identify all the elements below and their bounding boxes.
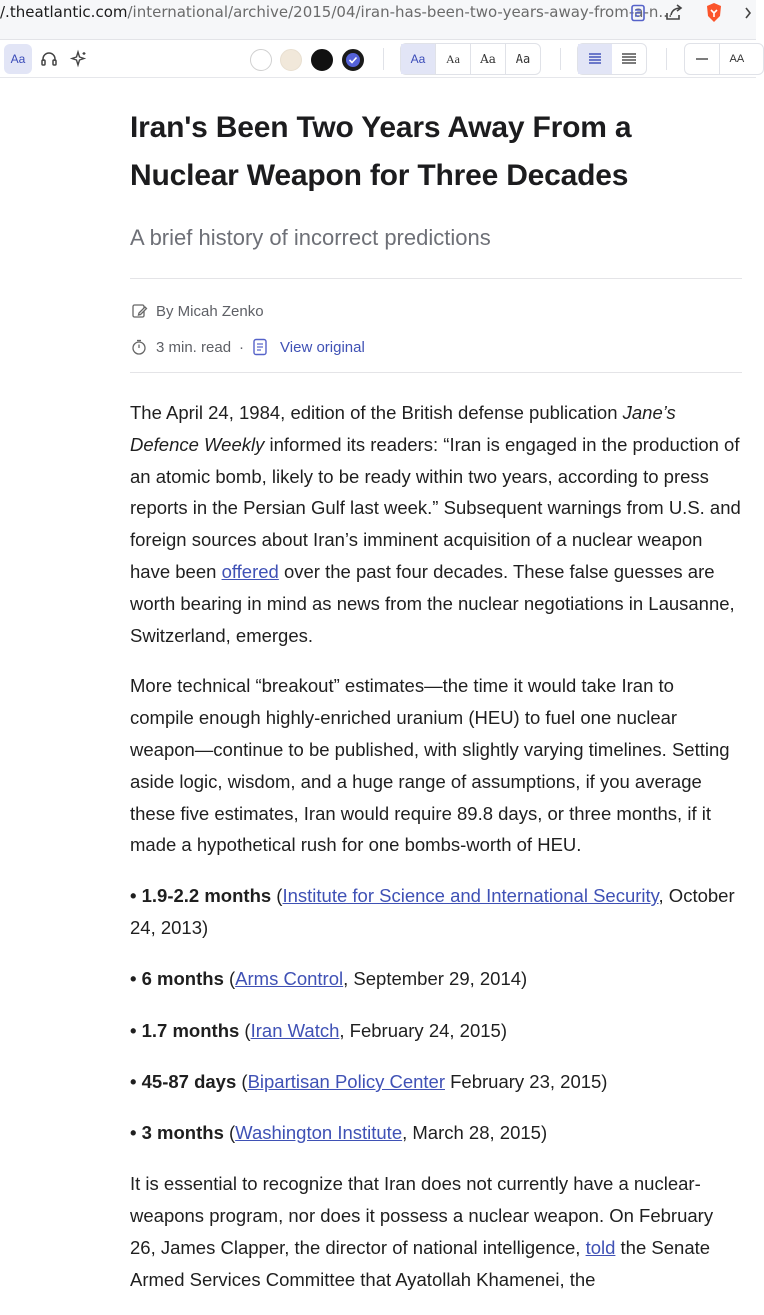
- list-item: [130, 1066, 742, 1098]
- article-body: [130, 397, 742, 1296]
- author-icon: [130, 302, 148, 320]
- document-icon: [252, 338, 268, 356]
- bullet-dot: •: [130, 968, 137, 990]
- byline: By Micah Zenko: [156, 302, 264, 320]
- meta-separator: ·: [239, 338, 245, 356]
- font-serif-alt-button[interactable]: Aa: [471, 44, 506, 74]
- url-path: /international/archive/2015/04/iran-has-been-two-years-away-from-a-n...: [127, 3, 673, 21]
- list-item: [130, 963, 742, 995]
- align-left-icon[interactable]: [578, 44, 612, 74]
- paren-open: (: [271, 885, 283, 907]
- source-link[interactable]: Bipartisan Policy Center: [247, 1070, 445, 1092]
- estimate-value: 6 months: [141, 968, 224, 990]
- source-link[interactable]: Iran Watch: [250, 1019, 340, 1041]
- estimate-value: 3 months: [141, 1122, 224, 1144]
- align-justify-icon[interactable]: [612, 44, 646, 74]
- byline-row: [130, 299, 742, 323]
- source-link[interactable]: Washington Institute: [235, 1122, 403, 1144]
- text-size-label[interactable]: AA: [729, 53, 745, 65]
- reader-toolbar: [0, 40, 756, 78]
- paren-open: (: [223, 1122, 236, 1144]
- theme-black-button[interactable]: [311, 49, 333, 71]
- paren-open: (: [239, 1019, 251, 1041]
- theme-sepia-button[interactable]: [280, 49, 302, 71]
- paragraph: [130, 397, 742, 651]
- sparkle-icon[interactable]: [68, 48, 90, 70]
- theme-custom-button[interactable]: [342, 49, 364, 71]
- estimate-date: February 23, 2015): [444, 1070, 608, 1092]
- offered-link[interactable]: offered: [221, 560, 279, 582]
- list-item: [130, 1015, 742, 1047]
- paren-open: (: [236, 1070, 248, 1092]
- list-item: [130, 1117, 742, 1149]
- address-bar[interactable]: [0, 0, 756, 40]
- chevron-icon[interactable]: [740, 0, 756, 26]
- paragraph-text: informed its readers: “Iran is engaged in the production of an atomic bomb, likely to be ready within two years, according to press reports in the Persian Gulf last week.” Subsequent warnings from U.S. and foreign sources about Iran’s imminent acquisition of a nuclear weapon have been: [130, 433, 741, 582]
- bullet-dot: •: [130, 1122, 137, 1144]
- paren-open: (: [223, 968, 236, 990]
- bullet-dot: •: [130, 1070, 137, 1092]
- read-time: 3 min. read: [156, 338, 232, 356]
- reader-text-button[interactable]: Aa: [4, 44, 32, 74]
- told-link[interactable]: told: [585, 1237, 616, 1259]
- paragraph-text: It is essential to recognize that Iran does not currently have a nuclear-weapons program, nor does it possess a nuclear weapon. On February 26, James Clapper, the director of national intelligence,: [130, 1173, 714, 1259]
- article: [130, 78, 742, 1315]
- paragraph-text: The April 24, 1984, edition of the British defense publication: [130, 402, 623, 423]
- bullet-dot: •: [130, 1019, 137, 1041]
- brave-shield-icon[interactable]: [700, 0, 728, 26]
- read-time-row: [130, 335, 742, 359]
- text-size-selector: [684, 43, 764, 75]
- divider: [130, 278, 742, 279]
- article-title: Iran's Been Two Years Away From a Nuclear Weapon for Three Decades: [130, 111, 632, 192]
- share-icon[interactable]: [660, 0, 688, 26]
- source-link[interactable]: Arms Control: [235, 968, 344, 990]
- font-mono-button[interactable]: Aa: [515, 52, 531, 66]
- estimate-date: , October 24, 2013): [130, 885, 735, 938]
- paragraph: More technical “breakout” estimates—the time it would take Iran to compile enough highly-enriched uranium (HEU) to fuel one nuclear weapon—continue to be published, with slightly varying timelines. Setting aside logic, wisdom, and a huge range of assumptions, if you average these five estimates, Iran would require 89.8 days, or three months, if it made a hypothetical rush for one bombs-worth of HEU.: [130, 675, 730, 856]
- headphones-icon[interactable]: [38, 48, 60, 70]
- timer-icon: [130, 338, 148, 356]
- paragraph: [130, 1168, 742, 1295]
- view-original-link[interactable]: View original: [280, 338, 365, 356]
- source-link[interactable]: Institute for Science and International Security: [282, 885, 659, 907]
- estimate-date: , September 29, 2014): [343, 968, 528, 990]
- font-selector: [400, 43, 541, 75]
- toolbar-divider: [383, 48, 384, 70]
- divider: [130, 372, 742, 373]
- font-serif-button[interactable]: Aa: [436, 44, 471, 74]
- estimate-date: , March 28, 2015): [402, 1122, 548, 1144]
- url-host: /.theatlantic.com: [0, 3, 128, 21]
- bullet-dot: •: [130, 885, 137, 907]
- theme-white-button[interactable]: [250, 49, 272, 71]
- estimate-value: 1.9-2.2 months: [141, 885, 272, 907]
- toolbar-divider: [666, 48, 667, 70]
- publication-name: Jane’s Defence Weekly: [130, 402, 676, 455]
- toolbar-divider: [560, 48, 561, 70]
- estimate-date: , February 24, 2015): [339, 1019, 507, 1041]
- paragraph-text: the Senate Armed Services Committee that Ayatollah Khamenei, the: [130, 1237, 711, 1290]
- estimate-value: 1.7 months: [141, 1019, 240, 1041]
- list-item: [130, 880, 742, 944]
- font-sans-button[interactable]: Aa: [401, 44, 436, 74]
- alignment-selector: [577, 43, 647, 75]
- article-subtitle: A brief history of incorrect predictions: [130, 225, 491, 250]
- article-meta: [130, 299, 742, 359]
- decrease-size-icon[interactable]: [685, 44, 720, 74]
- paragraph-text: over the past four decades. These false guesses are worth bearing in mind as news from the nuclear negotiations in Lausanne, Switzerland, emerges.: [130, 560, 735, 646]
- reader-mode-icon[interactable]: [624, 0, 652, 26]
- url-text[interactable]: [0, 0, 673, 40]
- estimate-value: 45-87 days: [141, 1070, 237, 1092]
